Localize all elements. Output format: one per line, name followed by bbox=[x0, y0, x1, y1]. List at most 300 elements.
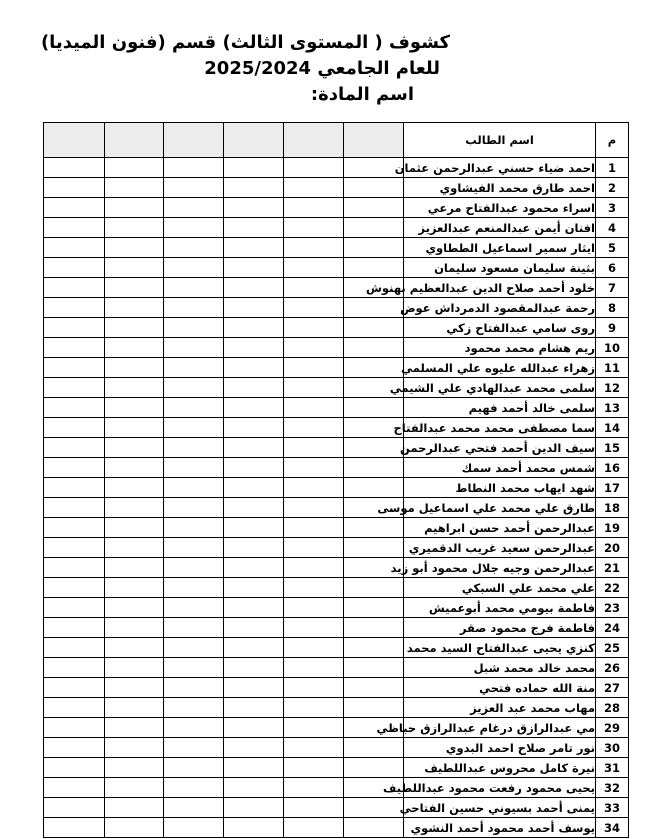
blank-cell bbox=[44, 178, 105, 198]
blank-cell bbox=[44, 638, 105, 658]
row-number-cell: 8 bbox=[596, 298, 629, 318]
blank-cell bbox=[224, 818, 284, 838]
table-row bbox=[44, 638, 629, 658]
blank-cell bbox=[344, 438, 404, 458]
blank-cell bbox=[105, 678, 164, 698]
row-number-cell: 34 bbox=[596, 818, 629, 838]
blank-cell bbox=[44, 378, 105, 398]
table-row bbox=[44, 158, 629, 178]
blank-cell bbox=[284, 618, 344, 638]
table-row bbox=[44, 778, 629, 798]
blank-cell bbox=[164, 778, 224, 798]
blank-column-header bbox=[105, 123, 164, 158]
blank-cell bbox=[284, 398, 344, 418]
blank-cell bbox=[284, 438, 344, 458]
blank-cell bbox=[44, 818, 105, 838]
student-name-cell: احمد طارق محمد الفيشاوي bbox=[404, 178, 596, 198]
blank-cell bbox=[344, 218, 404, 238]
blank-cell bbox=[284, 578, 344, 598]
blank-cell bbox=[224, 198, 284, 218]
blank-cell bbox=[44, 698, 105, 718]
blank-cell bbox=[344, 178, 404, 198]
blank-cell bbox=[105, 298, 164, 318]
table-row bbox=[44, 738, 629, 758]
student-name-cell: افنان أيمن عبدالمنعم عبدالعزيز bbox=[404, 218, 596, 238]
blank-cell bbox=[164, 358, 224, 378]
blank-cell bbox=[164, 598, 224, 618]
blank-cell bbox=[344, 298, 404, 318]
blank-cell bbox=[164, 198, 224, 218]
blank-cell bbox=[344, 638, 404, 658]
blank-cell bbox=[44, 278, 105, 298]
row-number-cell: 33 bbox=[596, 798, 629, 818]
table-row bbox=[44, 198, 629, 218]
blank-cell bbox=[284, 278, 344, 298]
student-name-cell: عبدالرحمن سعيد غريب الدقميري bbox=[404, 538, 596, 558]
student-name-cell: نيرة كامل محروس عبداللطيف bbox=[404, 758, 596, 778]
student-name-cell: منة الله حماده فتحي bbox=[404, 678, 596, 698]
subject-name-label: اسم المادة: bbox=[310, 84, 414, 105]
blank-cell bbox=[105, 358, 164, 378]
blank-cell bbox=[44, 678, 105, 698]
student-name-cell: فاطمة فرج محمود صقر bbox=[404, 618, 596, 638]
blank-cell bbox=[105, 458, 164, 478]
blank-cell bbox=[105, 278, 164, 298]
blank-cell bbox=[105, 778, 164, 798]
blank-cell bbox=[164, 498, 224, 518]
blank-cell bbox=[164, 258, 224, 278]
student-name-cell: مي عبدالرازق درغام عبدالرازق حباظي bbox=[404, 718, 596, 738]
row-number-cell: 26 bbox=[596, 658, 629, 678]
blank-cell bbox=[44, 158, 105, 178]
blank-cell bbox=[105, 658, 164, 678]
blank-cell bbox=[105, 718, 164, 738]
blank-cell bbox=[284, 698, 344, 718]
row-number-cell: 4 bbox=[596, 218, 629, 238]
blank-cell bbox=[344, 318, 404, 338]
blank-cell bbox=[284, 198, 344, 218]
blank-cell bbox=[344, 658, 404, 678]
blank-cell bbox=[284, 518, 344, 538]
blank-cell bbox=[164, 578, 224, 598]
blank-cell bbox=[224, 678, 284, 698]
table-row bbox=[44, 398, 629, 418]
row-number-cell: 2 bbox=[596, 178, 629, 198]
blank-column-header bbox=[284, 123, 344, 158]
blank-cell bbox=[44, 258, 105, 278]
row-number-cell: 23 bbox=[596, 598, 629, 618]
blank-cell bbox=[224, 718, 284, 738]
student-name-cell: شهد ايهاب محمد النطاط bbox=[404, 478, 596, 498]
student-name-cell: ايثار سمير اسماعيل الططاوي bbox=[404, 238, 596, 258]
blank-cell bbox=[44, 418, 105, 438]
table-row bbox=[44, 418, 629, 438]
blank-cell bbox=[224, 398, 284, 418]
blank-cell bbox=[105, 398, 164, 418]
row-number-cell: 28 bbox=[596, 698, 629, 718]
blank-cell bbox=[224, 778, 284, 798]
blank-cell bbox=[224, 438, 284, 458]
blank-cell bbox=[105, 638, 164, 658]
row-number-cell: 12 bbox=[596, 378, 629, 398]
blank-cell bbox=[105, 258, 164, 278]
blank-cell bbox=[224, 378, 284, 398]
row-number-cell: 31 bbox=[596, 758, 629, 778]
blank-cell bbox=[44, 798, 105, 818]
table-row bbox=[44, 518, 629, 538]
table-row bbox=[44, 238, 629, 258]
academic-year-line: للعام الجامعي 2025/2024 bbox=[204, 58, 440, 79]
blank-cell bbox=[164, 518, 224, 538]
blank-cell bbox=[284, 158, 344, 178]
blank-cell bbox=[224, 578, 284, 598]
blank-cell bbox=[105, 698, 164, 718]
row-number-cell: 7 bbox=[596, 278, 629, 298]
blank-cell bbox=[284, 338, 344, 358]
table-row bbox=[44, 578, 629, 598]
student-name-cell: احمد ضياء حسني عبدالرحمن عثمان bbox=[404, 158, 596, 178]
student-name-cell: روى سامي عبدالفتاح زكي bbox=[404, 318, 596, 338]
student-name-cell: ريم هشام محمد محمود bbox=[404, 338, 596, 358]
blank-cell bbox=[105, 538, 164, 558]
blank-cell bbox=[284, 378, 344, 398]
blank-cell bbox=[164, 298, 224, 318]
blank-cell bbox=[284, 798, 344, 818]
row-number-cell: 24 bbox=[596, 618, 629, 638]
document-header bbox=[41, 30, 450, 108]
title-line: كشوف ( المستوى الثالث) قسم (فنون الميديا) bbox=[40, 32, 450, 53]
table-row bbox=[44, 618, 629, 638]
table-row bbox=[44, 358, 629, 378]
blank-cell bbox=[284, 298, 344, 318]
table-row bbox=[44, 298, 629, 318]
blank-cell bbox=[344, 598, 404, 618]
blank-cell bbox=[344, 478, 404, 498]
blank-cell bbox=[284, 658, 344, 678]
blank-cell bbox=[284, 458, 344, 478]
blank-cell bbox=[105, 738, 164, 758]
blank-cell bbox=[344, 618, 404, 638]
blank-cell bbox=[44, 458, 105, 478]
row-number-header: م bbox=[596, 123, 629, 158]
student-name-cell: اسراء محمود عبدالفتاح مرعي bbox=[404, 198, 596, 218]
blank-cell bbox=[224, 798, 284, 818]
table-row bbox=[44, 758, 629, 778]
blank-cell bbox=[344, 698, 404, 718]
blank-cell bbox=[344, 258, 404, 278]
table-row bbox=[44, 258, 629, 278]
student-name-cell: سلمى خالد أحمد فهيم bbox=[404, 398, 596, 418]
blank-cell bbox=[105, 418, 164, 438]
blank-cell bbox=[105, 158, 164, 178]
row-number-cell: 32 bbox=[596, 778, 629, 798]
blank-cell bbox=[164, 398, 224, 418]
blank-column-header bbox=[344, 123, 404, 158]
blank-column-header bbox=[224, 123, 284, 158]
blank-cell bbox=[344, 798, 404, 818]
student-name-cell: يمنى أحمد بسيوني حسين الفتاحي bbox=[404, 798, 596, 818]
blank-cell bbox=[224, 338, 284, 358]
table-row bbox=[44, 798, 629, 818]
blank-cell bbox=[105, 338, 164, 358]
student-name-cell: نور تامر صلاح احمد البدوي bbox=[404, 738, 596, 758]
blank-cell bbox=[164, 658, 224, 678]
blank-cell bbox=[224, 258, 284, 278]
blank-cell bbox=[284, 818, 344, 838]
blank-cell bbox=[224, 318, 284, 338]
blank-cell bbox=[164, 698, 224, 718]
table-row bbox=[44, 478, 629, 498]
blank-cell bbox=[44, 298, 105, 318]
blank-cell bbox=[344, 398, 404, 418]
blank-cell bbox=[44, 498, 105, 518]
table-row bbox=[44, 558, 629, 578]
table-row bbox=[44, 278, 629, 298]
student-name-cell: علي محمد علي السبكي bbox=[404, 578, 596, 598]
blank-cell bbox=[284, 538, 344, 558]
blank-cell bbox=[164, 618, 224, 638]
blank-cell bbox=[284, 258, 344, 278]
blank-cell bbox=[105, 578, 164, 598]
blank-cell bbox=[44, 478, 105, 498]
blank-cell bbox=[164, 158, 224, 178]
blank-cell bbox=[105, 178, 164, 198]
blank-cell bbox=[44, 318, 105, 338]
blank-cell bbox=[105, 378, 164, 398]
blank-cell bbox=[44, 438, 105, 458]
table-row bbox=[44, 718, 629, 738]
row-number-cell: 16 bbox=[596, 458, 629, 478]
blank-cell bbox=[344, 758, 404, 778]
blank-cell bbox=[224, 358, 284, 378]
blank-cell bbox=[224, 558, 284, 578]
blank-cell bbox=[224, 158, 284, 178]
blank-cell bbox=[344, 538, 404, 558]
blank-cell bbox=[164, 758, 224, 778]
blank-cell bbox=[44, 238, 105, 258]
blank-cell bbox=[284, 178, 344, 198]
blank-cell bbox=[284, 358, 344, 378]
student-name-cell: رحمة عبدالمقصود الدمرداش عوض bbox=[404, 298, 596, 318]
blank-cell bbox=[224, 618, 284, 638]
blank-cell bbox=[344, 198, 404, 218]
blank-cell bbox=[284, 738, 344, 758]
blank-cell bbox=[224, 698, 284, 718]
blank-cell bbox=[224, 178, 284, 198]
student-name-cell: كنزي يحيى عبدالفتاح السيد محمد bbox=[404, 638, 596, 658]
table-row bbox=[44, 378, 629, 398]
blank-column-header bbox=[44, 123, 105, 158]
blank-cell bbox=[164, 238, 224, 258]
student-name-cell: محمد خالد محمد شبل bbox=[404, 658, 596, 678]
blank-cell bbox=[224, 598, 284, 618]
blank-cell bbox=[105, 218, 164, 238]
table-row bbox=[44, 458, 629, 478]
blank-cell bbox=[44, 758, 105, 778]
blank-cell bbox=[224, 418, 284, 438]
blank-cell bbox=[224, 738, 284, 758]
blank-cell bbox=[164, 278, 224, 298]
blank-cell bbox=[44, 738, 105, 758]
blank-cell bbox=[105, 758, 164, 778]
blank-cell bbox=[44, 718, 105, 738]
blank-cell bbox=[44, 538, 105, 558]
student-name-header: اسم الطالب bbox=[404, 123, 596, 158]
table-row bbox=[44, 678, 629, 698]
table-row bbox=[44, 318, 629, 338]
blank-cell bbox=[284, 778, 344, 798]
blank-cell bbox=[164, 318, 224, 338]
blank-cell bbox=[105, 818, 164, 838]
blank-cell bbox=[344, 578, 404, 598]
student-name-cell: شمس محمد أحمد سمك bbox=[404, 458, 596, 478]
row-number-cell: 21 bbox=[596, 558, 629, 578]
blank-cell bbox=[224, 638, 284, 658]
blank-cell bbox=[164, 818, 224, 838]
row-number-cell: 10 bbox=[596, 338, 629, 358]
blank-cell bbox=[344, 458, 404, 478]
blank-cell bbox=[224, 518, 284, 538]
student-name-cell: زهراء عبدالله عليوه علي المسلمي bbox=[404, 358, 596, 378]
table-row bbox=[44, 218, 629, 238]
blank-cell bbox=[164, 558, 224, 578]
blank-cell bbox=[164, 678, 224, 698]
blank-cell bbox=[224, 278, 284, 298]
blank-cell bbox=[344, 818, 404, 838]
blank-cell bbox=[224, 498, 284, 518]
row-number-cell: 1 bbox=[596, 158, 629, 178]
row-number-cell: 18 bbox=[596, 498, 629, 518]
blank-cell bbox=[164, 718, 224, 738]
student-name-cell: خلود أحمد صلاح الدين عبدالعظيم نهنوش bbox=[404, 278, 596, 298]
table-row bbox=[44, 538, 629, 558]
blank-cell bbox=[44, 598, 105, 618]
blank-cell bbox=[105, 598, 164, 618]
row-number-cell: 13 bbox=[596, 398, 629, 418]
blank-cell bbox=[344, 338, 404, 358]
row-number-cell: 5 bbox=[596, 238, 629, 258]
blank-cell bbox=[164, 178, 224, 198]
blank-cell bbox=[44, 618, 105, 638]
blank-cell bbox=[105, 618, 164, 638]
blank-cell bbox=[44, 358, 105, 378]
blank-cell bbox=[105, 198, 164, 218]
blank-cell bbox=[224, 758, 284, 778]
blank-cell bbox=[44, 518, 105, 538]
blank-cell bbox=[344, 678, 404, 698]
blank-cell bbox=[224, 238, 284, 258]
blank-cell bbox=[164, 338, 224, 358]
blank-cell bbox=[284, 718, 344, 738]
student-name-cell: بثينة سليمان مسعود سليمان bbox=[404, 258, 596, 278]
blank-cell bbox=[224, 218, 284, 238]
blank-cell bbox=[224, 658, 284, 678]
student-name-cell: سيف الدين أحمد فتحي عبدالرحمن bbox=[404, 438, 596, 458]
blank-cell bbox=[284, 318, 344, 338]
blank-cell bbox=[284, 498, 344, 518]
blank-cell bbox=[284, 478, 344, 498]
blank-cell bbox=[44, 578, 105, 598]
blank-cell bbox=[164, 218, 224, 238]
blank-cell bbox=[164, 438, 224, 458]
blank-cell bbox=[164, 638, 224, 658]
blank-cell bbox=[284, 598, 344, 618]
table-row bbox=[44, 338, 629, 358]
table-header-row bbox=[44, 123, 629, 158]
blank-cell bbox=[284, 238, 344, 258]
table-row bbox=[44, 438, 629, 458]
table-row bbox=[44, 178, 629, 198]
blank-cell bbox=[224, 298, 284, 318]
table-row bbox=[44, 698, 629, 718]
blank-cell bbox=[284, 418, 344, 438]
roster-body bbox=[44, 158, 629, 838]
row-number-cell: 17 bbox=[596, 478, 629, 498]
blank-cell bbox=[105, 238, 164, 258]
blank-cell bbox=[344, 738, 404, 758]
student-name-cell: يحيى محمود رفعت محمود عبداللطيف bbox=[404, 778, 596, 798]
student-name-cell: عبدالرحمن وجيه جلال محمود أبو زيد bbox=[404, 558, 596, 578]
blank-cell bbox=[44, 218, 105, 238]
row-number-cell: 30 bbox=[596, 738, 629, 758]
row-number-cell: 27 bbox=[596, 678, 629, 698]
row-number-cell: 19 bbox=[596, 518, 629, 538]
student-roster-table bbox=[43, 122, 629, 838]
blank-cell bbox=[284, 758, 344, 778]
blank-cell bbox=[44, 558, 105, 578]
blank-cell bbox=[164, 738, 224, 758]
row-number-cell: 20 bbox=[596, 538, 629, 558]
row-number-cell: 15 bbox=[596, 438, 629, 458]
row-number-cell: 25 bbox=[596, 638, 629, 658]
student-name-cell: عبدالرحمن أحمد حسن ابراهيم bbox=[404, 518, 596, 538]
blank-cell bbox=[224, 538, 284, 558]
blank-column-header bbox=[164, 123, 224, 158]
blank-cell bbox=[344, 518, 404, 538]
blank-cell bbox=[284, 558, 344, 578]
blank-cell bbox=[284, 678, 344, 698]
row-number-cell: 9 bbox=[596, 318, 629, 338]
blank-cell bbox=[164, 458, 224, 478]
blank-cell bbox=[164, 378, 224, 398]
blank-cell bbox=[344, 358, 404, 378]
blank-cell bbox=[44, 778, 105, 798]
blank-cell bbox=[164, 478, 224, 498]
blank-cell bbox=[284, 638, 344, 658]
blank-cell bbox=[164, 418, 224, 438]
row-number-cell: 3 bbox=[596, 198, 629, 218]
row-number-cell: 22 bbox=[596, 578, 629, 598]
row-number-cell: 14 bbox=[596, 418, 629, 438]
student-name-cell: سما مصطفى محمد محمد عبدالفتاح bbox=[404, 418, 596, 438]
blank-cell bbox=[105, 498, 164, 518]
blank-cell bbox=[105, 438, 164, 458]
student-name-cell: سلمى محمد عبدالهادي علي الشيمي bbox=[404, 378, 596, 398]
blank-cell bbox=[164, 798, 224, 818]
table-row bbox=[44, 818, 629, 838]
blank-cell bbox=[224, 478, 284, 498]
student-name-cell: يوسف أحمد محمود أحمد النشوي bbox=[404, 818, 596, 838]
blank-cell bbox=[44, 398, 105, 418]
table-row bbox=[44, 598, 629, 618]
blank-cell bbox=[105, 558, 164, 578]
blank-cell bbox=[44, 198, 105, 218]
blank-cell bbox=[44, 658, 105, 678]
blank-cell bbox=[164, 538, 224, 558]
blank-cell bbox=[224, 458, 284, 478]
table-row bbox=[44, 658, 629, 678]
blank-cell bbox=[105, 478, 164, 498]
